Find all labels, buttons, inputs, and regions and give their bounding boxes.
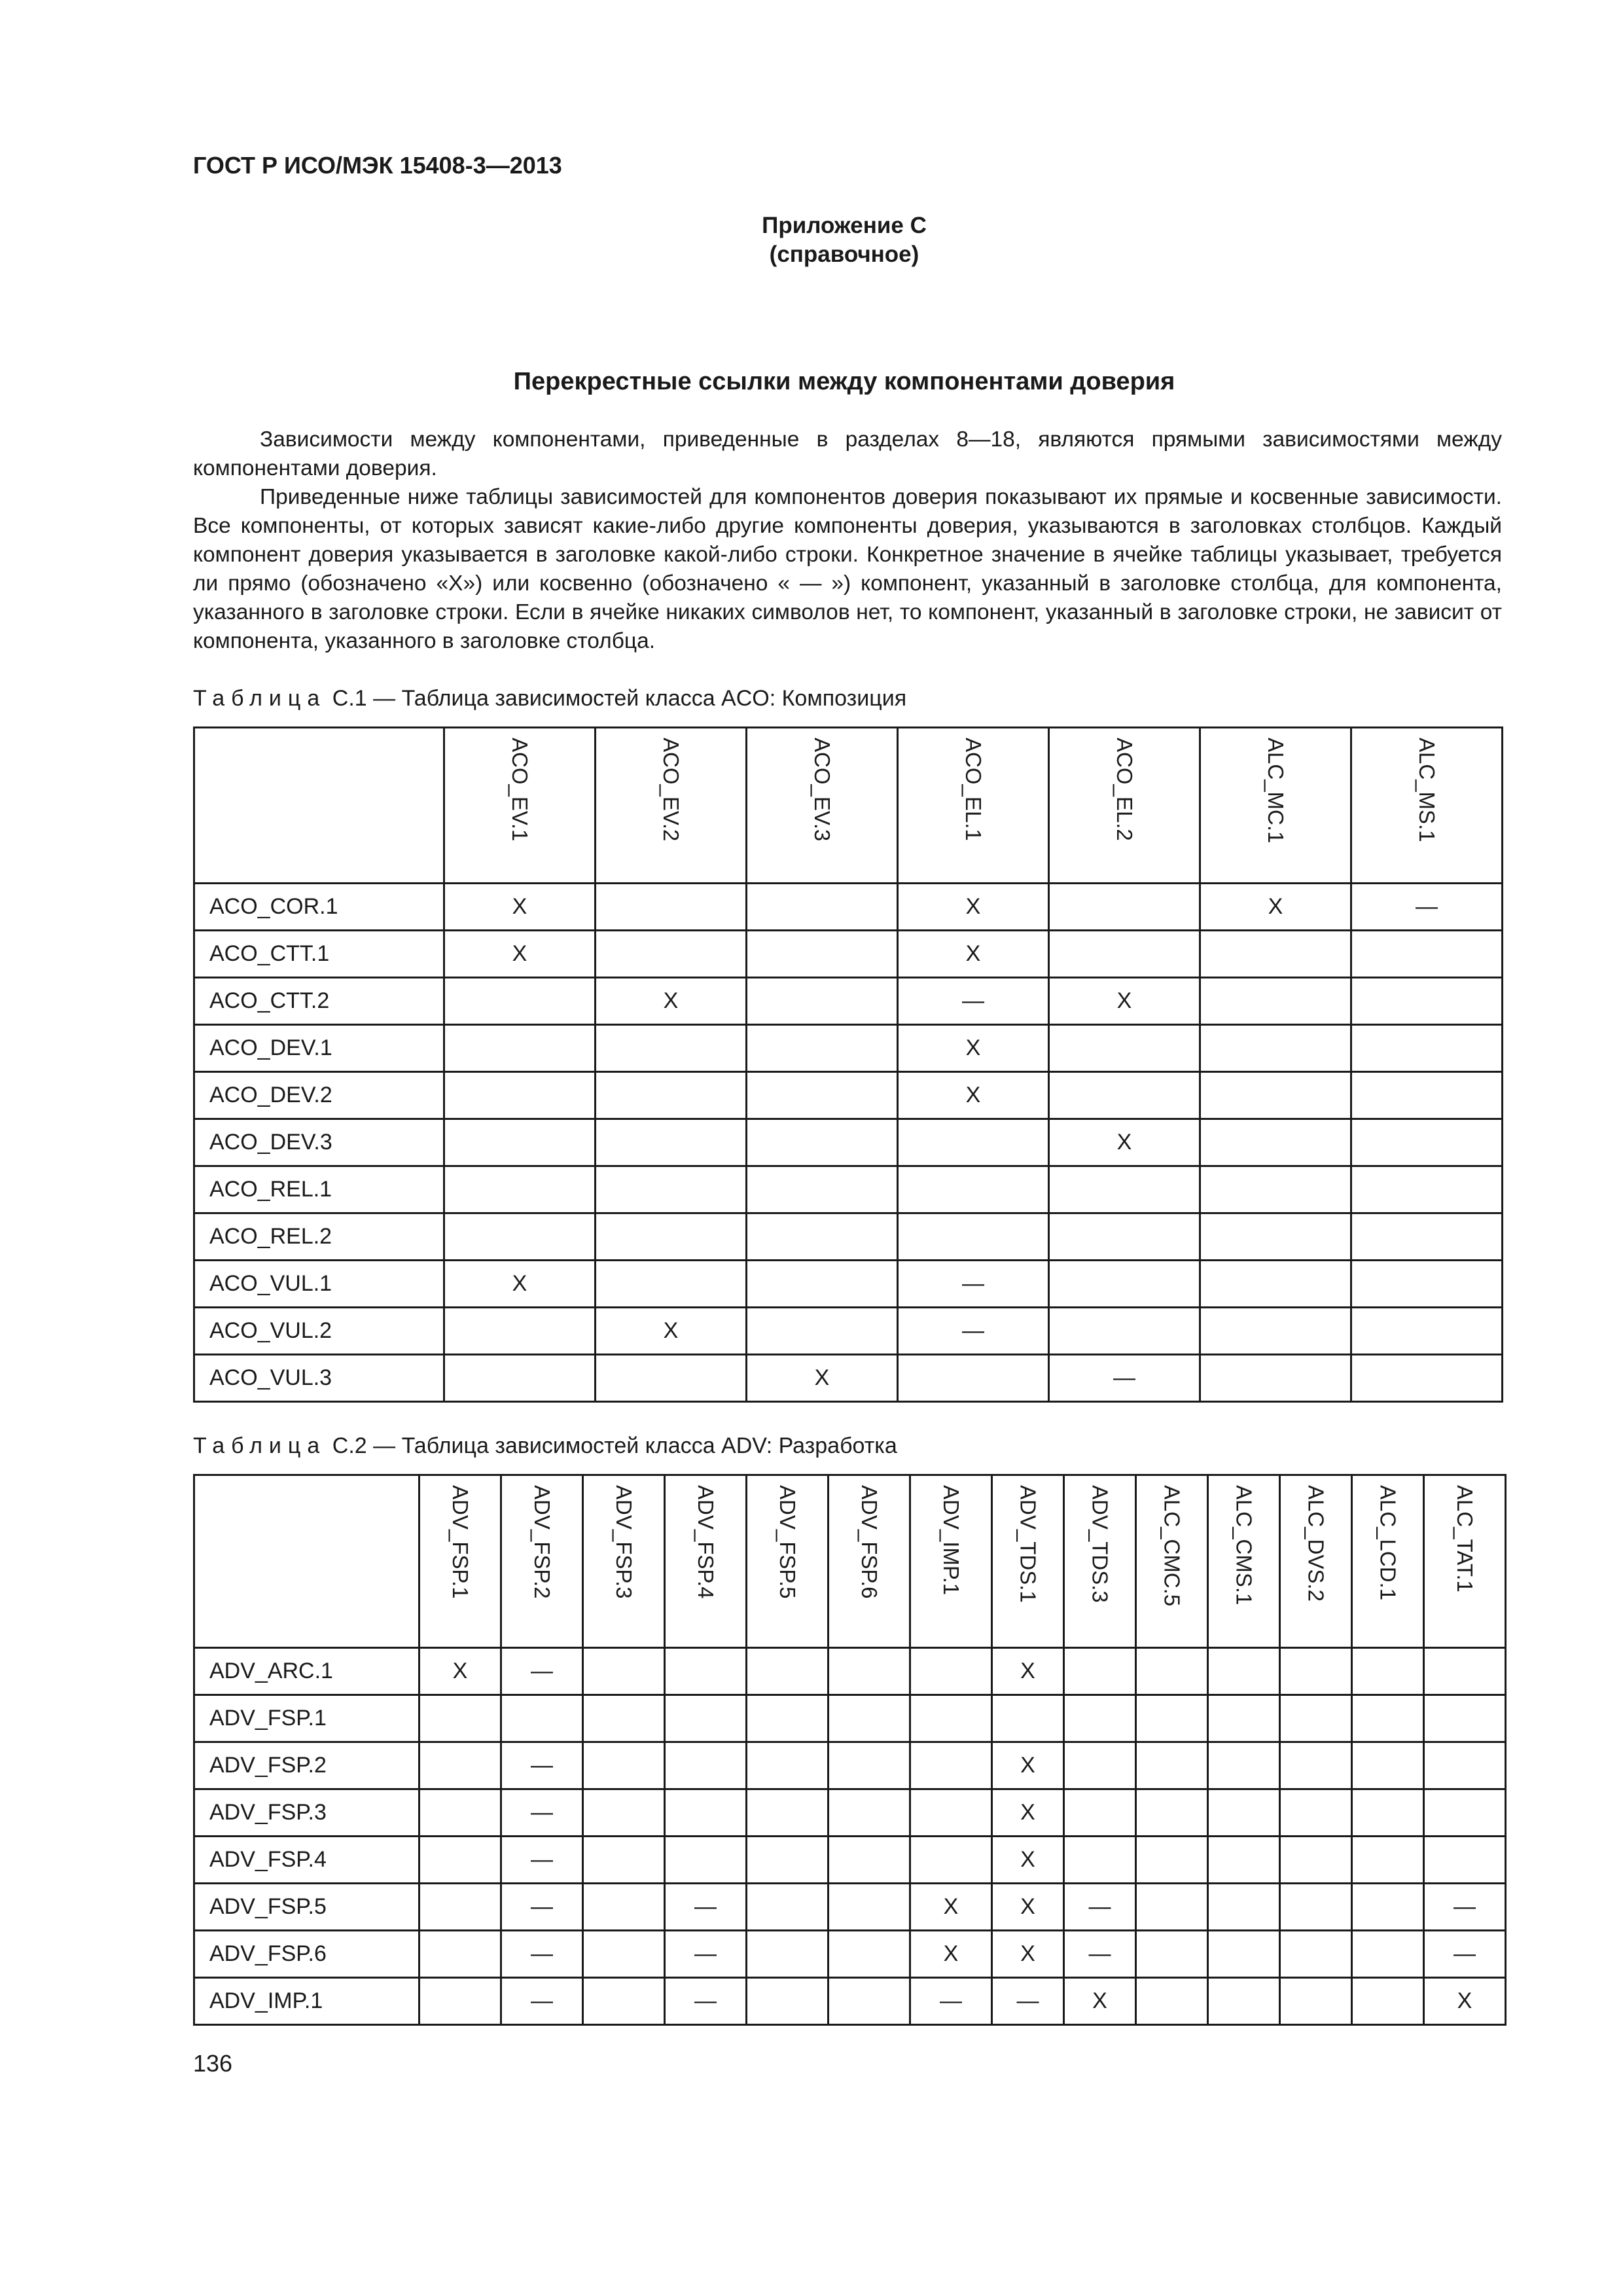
dependency-cell xyxy=(1424,1695,1506,1742)
dependency-cell xyxy=(583,1742,665,1789)
dependency-cell xyxy=(1136,1789,1208,1837)
dependency-cell: — xyxy=(501,1648,583,1695)
column-header xyxy=(583,1475,665,1648)
dependency-cell: X xyxy=(910,1931,992,1978)
dependency-cell xyxy=(1064,1789,1136,1837)
dependency-cell: — xyxy=(910,1978,992,2025)
dependency-cell xyxy=(829,1931,910,1978)
column-header-label: ALC_DVS.2 xyxy=(1304,1485,1329,1602)
table-row xyxy=(194,1789,1506,1837)
corner-cell xyxy=(194,1475,419,1648)
row-header: ADV_FSP.6 xyxy=(194,1931,419,1978)
table-row xyxy=(194,1119,1503,1166)
column-header xyxy=(444,728,596,884)
dependency-cell xyxy=(1200,1261,1351,1308)
dependency-cell xyxy=(898,1213,1049,1261)
dependency-cell xyxy=(747,978,898,1025)
dependency-cell: — xyxy=(1351,884,1503,931)
dependency-cell xyxy=(1136,1648,1208,1695)
dependency-cell xyxy=(898,1166,1049,1213)
section-title: Перекрестные ссылки между компонентами доверия xyxy=(513,368,1175,395)
dependency-cell: X xyxy=(1200,884,1351,931)
dependency-cell xyxy=(1351,1166,1503,1213)
column-header-label: ALC_LCD.1 xyxy=(1376,1485,1400,1601)
dependency-cell xyxy=(419,1837,501,1884)
dependency-cell: — xyxy=(665,1884,747,1931)
dependency-cell: X xyxy=(1064,1978,1136,2025)
dependency-cell xyxy=(747,1119,898,1166)
dependency-cell: X xyxy=(992,1884,1064,1931)
dependency-cell xyxy=(1049,1166,1200,1213)
dependency-cell xyxy=(1351,1213,1503,1261)
body-paragraph-1 xyxy=(193,425,1502,483)
dependency-cell xyxy=(1351,1119,1503,1166)
dependency-cell xyxy=(665,1648,747,1695)
dependency-cell xyxy=(1351,1308,1503,1355)
table-header-row xyxy=(194,728,1503,884)
dependency-cell xyxy=(747,1789,829,1837)
column-header-label: ADV_IMP.1 xyxy=(939,1485,963,1596)
dependency-cell xyxy=(1280,1884,1352,1931)
dependency-cell: X xyxy=(747,1355,898,1402)
dependency-cell xyxy=(1208,1978,1280,2025)
dependency-table-adv xyxy=(193,1474,1507,2026)
dependency-cell xyxy=(1351,1072,1503,1119)
column-header-label: ACO_EV.1 xyxy=(508,738,532,842)
dependency-cell xyxy=(596,1261,747,1308)
dependency-cell xyxy=(596,1166,747,1213)
column-header xyxy=(665,1475,747,1648)
column-header xyxy=(1064,1475,1136,1648)
dependency-cell xyxy=(444,1072,596,1119)
column-header-label: ADV_FSP.1 xyxy=(448,1485,473,1599)
dependency-cell xyxy=(583,1789,665,1837)
column-header-label: ALC_CMC.5 xyxy=(1160,1485,1185,1607)
dependency-cell xyxy=(898,1119,1049,1166)
dependency-cell xyxy=(419,1695,501,1742)
row-header: ADV_FSP.4 xyxy=(194,1837,419,1884)
column-header-label: ALC_MS.1 xyxy=(1415,738,1439,842)
column-header xyxy=(747,728,898,884)
row-header: ACO_DEV.3 xyxy=(194,1119,444,1166)
dependency-cell xyxy=(501,1695,583,1742)
dependency-cell xyxy=(1200,1072,1351,1119)
corner-cell xyxy=(194,728,444,884)
dependency-cell xyxy=(665,1742,747,1789)
dependency-cell xyxy=(747,1166,898,1213)
dependency-cell xyxy=(1208,1648,1280,1695)
dependency-cell xyxy=(1208,1837,1280,1884)
caption-prefix: Таблица xyxy=(193,1433,327,1458)
column-header xyxy=(898,728,1049,884)
dependency-cell xyxy=(665,1789,747,1837)
dependency-cell xyxy=(596,1355,747,1402)
dependency-table-aco xyxy=(193,726,1503,1403)
dependency-cell xyxy=(1352,1742,1424,1789)
row-header: ADV_IMP.1 xyxy=(194,1978,419,2025)
dependency-cell xyxy=(1208,1884,1280,1931)
dependency-cell xyxy=(992,1695,1064,1742)
dependency-cell xyxy=(1200,1166,1351,1213)
dependency-cell: X xyxy=(1049,978,1200,1025)
dependency-cell xyxy=(1352,1648,1424,1695)
table-row xyxy=(194,1695,1506,1742)
dependency-cell xyxy=(1208,1742,1280,1789)
dependency-cell xyxy=(910,1742,992,1789)
dependency-cell: X xyxy=(596,978,747,1025)
column-header xyxy=(419,1475,501,1648)
dependency-cell: X xyxy=(992,1742,1064,1789)
table-row xyxy=(194,884,1503,931)
page-number: 136 xyxy=(193,2050,233,2077)
dependency-cell xyxy=(1351,1261,1503,1308)
appendix-title: Приложение C xyxy=(762,213,927,238)
dependency-cell: — xyxy=(898,1261,1049,1308)
dependency-cell xyxy=(1352,1931,1424,1978)
dependency-cell xyxy=(1351,1355,1503,1402)
dependency-cell xyxy=(829,1742,910,1789)
dependency-cell xyxy=(596,1119,747,1166)
dependency-cell xyxy=(419,1931,501,1978)
dependency-cell xyxy=(1064,1742,1136,1789)
dependency-cell xyxy=(1424,1648,1506,1695)
dependency-cell: — xyxy=(501,1978,583,2025)
paragraph-text: Зависимости между компонентами, приведенные в разделах 8—18, являются прямыми зависимостями между компонентами доверия. xyxy=(193,427,1502,480)
appendix-subtitle: (справочное) xyxy=(769,242,919,267)
dependency-cell: — xyxy=(898,978,1049,1025)
table-header-row xyxy=(194,1475,1506,1648)
column-header xyxy=(747,1475,829,1648)
dependency-cell xyxy=(1280,1931,1352,1978)
dependency-cell xyxy=(1351,1025,1503,1072)
row-header: ADV_FSP.3 xyxy=(194,1789,419,1837)
dependency-cell xyxy=(1352,1695,1424,1742)
dependency-cell: X xyxy=(898,1072,1049,1119)
dependency-cell xyxy=(1280,1742,1352,1789)
dependency-cell: X xyxy=(444,884,596,931)
dependency-cell xyxy=(1424,1789,1506,1837)
caption-text: C.2 — Таблица зависимостей класса ADV: Разработка xyxy=(332,1433,897,1458)
dependency-cell xyxy=(665,1695,747,1742)
column-header xyxy=(1200,728,1351,884)
dependency-cell xyxy=(910,1837,992,1884)
dependency-cell xyxy=(1280,1695,1352,1742)
dependency-cell xyxy=(1049,1025,1200,1072)
caption-prefix: Таблица xyxy=(193,686,327,711)
dependency-cell xyxy=(1064,1695,1136,1742)
dependency-cell xyxy=(444,1308,596,1355)
dependency-cell xyxy=(747,1695,829,1742)
row-header: ACO_VUL.2 xyxy=(194,1308,444,1355)
dependency-cell xyxy=(596,931,747,978)
dependency-cell xyxy=(747,1025,898,1072)
column-header-label: ALC_CMS.1 xyxy=(1232,1485,1257,1605)
row-header: ADV_FSP.2 xyxy=(194,1742,419,1789)
dependency-cell xyxy=(910,1789,992,1837)
dependency-cell xyxy=(747,1261,898,1308)
dependency-cell xyxy=(1208,1695,1280,1742)
dependency-cell xyxy=(1200,1355,1351,1402)
column-header xyxy=(1208,1475,1280,1648)
dependency-cell: — xyxy=(665,1978,747,2025)
dependency-cell xyxy=(1200,1213,1351,1261)
dependency-cell xyxy=(596,884,747,931)
document-header: ГОСТ Р ИСО/МЭК 15408-3—2013 xyxy=(193,152,562,179)
column-header xyxy=(910,1475,992,1648)
table-row xyxy=(194,1648,1506,1695)
dependency-cell: — xyxy=(992,1978,1064,2025)
dependency-cell: X xyxy=(444,1261,596,1308)
dependency-cell xyxy=(1280,1789,1352,1837)
row-header: ACO_COR.1 xyxy=(194,884,444,931)
dependency-cell xyxy=(1200,1119,1351,1166)
row-header: ADV_FSP.5 xyxy=(194,1884,419,1931)
dependency-cell xyxy=(1352,1978,1424,2025)
dependency-cell xyxy=(1136,1884,1208,1931)
table-row xyxy=(194,1025,1503,1072)
column-header xyxy=(596,728,747,884)
dependency-cell xyxy=(583,1884,665,1931)
table-row xyxy=(194,1355,1503,1402)
dependency-cell xyxy=(1208,1931,1280,1978)
dependency-cell xyxy=(829,1837,910,1884)
dependency-cell xyxy=(1200,1308,1351,1355)
dependency-cell: — xyxy=(1424,1884,1506,1931)
dependency-cell: X xyxy=(992,1837,1064,1884)
table-row xyxy=(194,1072,1503,1119)
dependency-cell xyxy=(419,1884,501,1931)
column-header-label: ADV_FSP.2 xyxy=(530,1485,554,1599)
dependency-cell xyxy=(1424,1837,1506,1884)
column-header-label: ADV_TDS.1 xyxy=(1016,1485,1041,1603)
dependency-cell xyxy=(747,1072,898,1119)
dependency-cell: X xyxy=(992,1789,1064,1837)
dependency-cell xyxy=(1064,1837,1136,1884)
caption-text: C.1 — Таблица зависимостей класса ACO: Композиция xyxy=(332,686,907,711)
row-header: ACO_VUL.3 xyxy=(194,1355,444,1402)
column-header-label: ADV_FSP.3 xyxy=(612,1485,636,1599)
column-header-label: ADV_FSP.5 xyxy=(776,1485,800,1599)
paragraph-text: Приведенные ниже таблицы зависимостей для компонентов доверия показывают их прямые и косвенные зависимости. Все компоненты, от которых зависят какие-либо другие компоненты доверия, указываются в заголовках столбцов. Каждый компонент доверия указывается в заголовке какой-либо строки. Конкретное значение в ячейке таблицы указывает, требуется ли прямо (обозначено «X») или косвенно (обозначено « — ») компонент, указанный в заголовке столбца, для компонента, указанного в заголовке строки. Если в ячейке никаких символов нет, то компонент, указанный в заголовке строки, не зависит от компонента, указанного в заголовке столбца. xyxy=(193,485,1502,653)
column-header xyxy=(1351,728,1503,884)
dependency-cell xyxy=(1136,1742,1208,1789)
table-row xyxy=(194,1884,1506,1931)
dependency-cell xyxy=(829,1789,910,1837)
dependency-cell: — xyxy=(1049,1355,1200,1402)
column-header-label: ADV_FSP.6 xyxy=(857,1485,882,1599)
dependency-cell xyxy=(1200,978,1351,1025)
dependency-cell: — xyxy=(501,1742,583,1789)
dependency-cell xyxy=(829,1884,910,1931)
table-row xyxy=(194,931,1503,978)
column-header xyxy=(1136,1475,1208,1648)
dependency-cell xyxy=(1352,1884,1424,1931)
dependency-cell xyxy=(1424,1742,1506,1789)
dependency-cell xyxy=(596,1213,747,1261)
dependency-cell: — xyxy=(501,1837,583,1884)
dependency-cell xyxy=(1049,1213,1200,1261)
dependency-cell xyxy=(747,931,898,978)
column-header-label: ACO_EL.1 xyxy=(961,738,986,841)
dependency-cell: — xyxy=(501,1884,583,1931)
dependency-cell xyxy=(444,1119,596,1166)
dependency-cell xyxy=(898,1355,1049,1402)
table-caption-c1 xyxy=(193,686,906,711)
dependency-cell xyxy=(747,1213,898,1261)
dependency-cell xyxy=(1049,884,1200,931)
row-header: ADV_ARC.1 xyxy=(194,1648,419,1695)
dependency-cell xyxy=(829,1648,910,1695)
dependency-cell: — xyxy=(665,1931,747,1978)
dependency-cell xyxy=(583,1648,665,1695)
dependency-cell xyxy=(419,1789,501,1837)
table-row xyxy=(194,1978,1506,2025)
dependency-cell: X xyxy=(910,1884,992,1931)
dependency-cell xyxy=(444,978,596,1025)
dependency-cell xyxy=(596,1025,747,1072)
dependency-cell xyxy=(829,1695,910,1742)
dependency-cell xyxy=(583,1978,665,2025)
table-row xyxy=(194,1742,1506,1789)
dependency-cell xyxy=(1352,1789,1424,1837)
dependency-cell: X xyxy=(898,931,1049,978)
column-header-label: ALC_TAT.1 xyxy=(1453,1485,1477,1592)
column-header xyxy=(829,1475,910,1648)
dependency-cell xyxy=(1351,978,1503,1025)
dependency-cell: — xyxy=(1064,1931,1136,1978)
dependency-cell xyxy=(747,1884,829,1931)
table-row xyxy=(194,978,1503,1025)
dependency-cell: — xyxy=(1064,1884,1136,1931)
dependency-cell xyxy=(1200,931,1351,978)
dependency-cell xyxy=(1280,1648,1352,1695)
dependency-cell xyxy=(1351,931,1503,978)
dependency-cell xyxy=(1352,1837,1424,1884)
dependency-cell: — xyxy=(898,1308,1049,1355)
row-header: ACO_CTT.2 xyxy=(194,978,444,1025)
row-header: ADV_FSP.1 xyxy=(194,1695,419,1742)
dependency-cell xyxy=(444,1213,596,1261)
dependency-cell xyxy=(1280,1978,1352,2025)
table-row xyxy=(194,1837,1506,1884)
dependency-cell xyxy=(1136,1695,1208,1742)
dependency-cell xyxy=(1064,1648,1136,1695)
row-header: ACO_CTT.1 xyxy=(194,931,444,978)
table-row xyxy=(194,1261,1503,1308)
dependency-cell xyxy=(583,1837,665,1884)
dependency-cell xyxy=(829,1978,910,2025)
dependency-cell xyxy=(444,1025,596,1072)
dependency-cell xyxy=(419,1978,501,2025)
row-header: ACO_DEV.2 xyxy=(194,1072,444,1119)
dependency-cell xyxy=(596,1072,747,1119)
dependency-cell xyxy=(747,884,898,931)
dependency-cell: X xyxy=(1049,1119,1200,1166)
dependency-cell xyxy=(665,1837,747,1884)
column-header xyxy=(1352,1475,1424,1648)
column-header xyxy=(501,1475,583,1648)
dependency-cell xyxy=(1049,1261,1200,1308)
dependency-cell: X xyxy=(596,1308,747,1355)
table-row xyxy=(194,1308,1503,1355)
table-caption-c2 xyxy=(193,1433,897,1459)
dependency-cell xyxy=(583,1695,665,1742)
dependency-cell xyxy=(1136,1837,1208,1884)
body-paragraph-2 xyxy=(193,483,1502,656)
dependency-cell xyxy=(1136,1931,1208,1978)
dependency-cell xyxy=(1208,1789,1280,1837)
dependency-cell: — xyxy=(1424,1931,1506,1978)
column-header xyxy=(1049,728,1200,884)
dependency-cell: X xyxy=(1424,1978,1506,2025)
dependency-cell: X xyxy=(992,1648,1064,1695)
dependency-cell xyxy=(747,1308,898,1355)
dependency-cell xyxy=(1049,1308,1200,1355)
dependency-cell: X xyxy=(992,1931,1064,1978)
column-header-label: ADV_TDS.3 xyxy=(1088,1485,1113,1603)
dependency-cell xyxy=(910,1695,992,1742)
dependency-cell xyxy=(747,1978,829,2025)
dependency-cell: — xyxy=(501,1789,583,1837)
column-header xyxy=(992,1475,1064,1648)
dependency-cell xyxy=(583,1931,665,1978)
dependency-cell xyxy=(1049,1072,1200,1119)
dependency-cell xyxy=(747,1931,829,1978)
row-header: ACO_REL.1 xyxy=(194,1166,444,1213)
dependency-cell xyxy=(444,1166,596,1213)
column-header xyxy=(1424,1475,1506,1648)
column-header-label: ACO_EV.3 xyxy=(810,738,834,842)
dependency-cell: X xyxy=(898,1025,1049,1072)
dependency-cell xyxy=(1049,931,1200,978)
row-header: ACO_VUL.1 xyxy=(194,1261,444,1308)
dependency-cell: — xyxy=(501,1931,583,1978)
dependency-cell xyxy=(1136,1978,1208,2025)
dependency-cell: X xyxy=(898,884,1049,931)
dependency-cell xyxy=(910,1648,992,1695)
dependency-cell xyxy=(419,1742,501,1789)
row-header: ACO_REL.2 xyxy=(194,1213,444,1261)
dependency-cell xyxy=(1280,1837,1352,1884)
dependency-cell xyxy=(747,1742,829,1789)
dependency-cell xyxy=(747,1648,829,1695)
table-row xyxy=(194,1213,1503,1261)
column-header-label: ACO_EV.2 xyxy=(659,738,683,842)
dependency-cell: X xyxy=(419,1648,501,1695)
dependency-cell xyxy=(444,1355,596,1402)
dependency-cell xyxy=(747,1837,829,1884)
column-header-label: ACO_EL.2 xyxy=(1113,738,1137,841)
column-header-label: ADV_FSP.4 xyxy=(694,1485,718,1599)
dependency-cell xyxy=(1200,1025,1351,1072)
table-row xyxy=(194,1166,1503,1213)
row-header: ACO_DEV.1 xyxy=(194,1025,444,1072)
dependency-cell: X xyxy=(444,931,596,978)
table-row xyxy=(194,1931,1506,1978)
column-header-label: ALC_MC.1 xyxy=(1264,738,1288,844)
column-header xyxy=(1280,1475,1352,1648)
